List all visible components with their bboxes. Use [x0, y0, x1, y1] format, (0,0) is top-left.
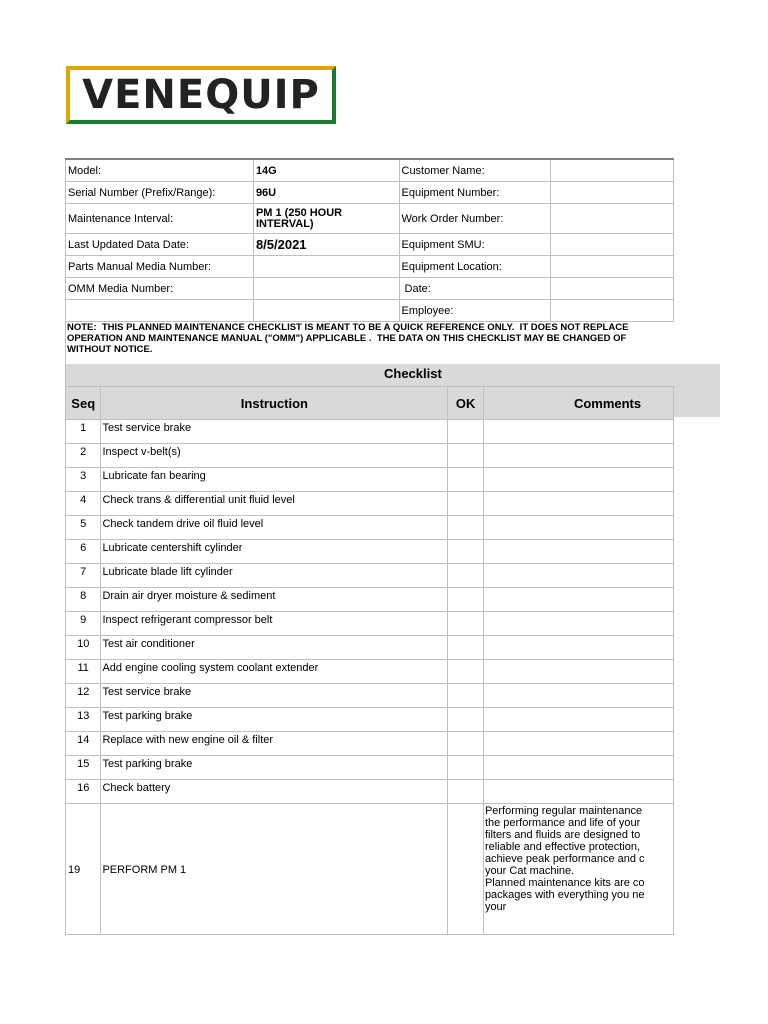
instruction-cell: Test air conditioner — [101, 636, 448, 660]
instruction-cell: PERFORM PM 1 — [101, 804, 448, 935]
ok-cell[interactable] — [448, 540, 484, 564]
employee-label: Employee: — [399, 300, 551, 322]
ok-cell[interactable] — [448, 420, 484, 444]
ok-cell[interactable] — [448, 468, 484, 492]
omm-media-value[interactable] — [253, 278, 399, 300]
checklist-title: Checklist — [384, 366, 442, 381]
work-order-value[interactable] — [551, 204, 674, 234]
seq-cell: 12 — [66, 684, 101, 708]
checklist-table — [65, 386, 674, 935]
comment-cell[interactable] — [483, 564, 673, 588]
logo-text: VENEQUIP — [82, 72, 320, 118]
table-row — [66, 756, 674, 780]
equipment-number-value[interactable] — [551, 182, 674, 204]
date-label: Date: — [399, 278, 551, 300]
instruction-cell: Inspect refrigerant compressor belt — [101, 612, 448, 636]
comment-cell[interactable] — [483, 660, 673, 684]
seq-cell: 2 — [66, 444, 101, 468]
employee-value[interactable] — [551, 300, 674, 322]
instruction-cell: Lubricate fan bearing — [101, 468, 448, 492]
instruction-cell: Test parking brake — [101, 756, 448, 780]
maintenance-interval-value[interactable]: PM 1 (250 HOUR INTERVAL) — [253, 204, 399, 234]
serial-number-value[interactable]: 96U — [253, 182, 399, 204]
table-row — [66, 420, 674, 444]
equipment-info-table — [65, 158, 674, 322]
instruction-cell: Add engine cooling system coolant extender — [101, 660, 448, 684]
ok-cell[interactable] — [448, 660, 484, 684]
ok-header: OK — [448, 387, 484, 420]
ok-cell[interactable] — [448, 756, 484, 780]
ok-cell[interactable] — [448, 732, 484, 756]
ok-cell[interactable] — [448, 588, 484, 612]
comment-cell[interactable] — [483, 516, 673, 540]
instruction-cell: Inspect v-belt(s) — [101, 444, 448, 468]
seq-cell: 5 — [66, 516, 101, 540]
instruction-cell: Check trans & differential unit fluid level — [101, 492, 448, 516]
equipment-smu-value[interactable] — [551, 234, 674, 256]
work-order-label: Work Order Number: — [399, 204, 551, 234]
ok-cell[interactable] — [448, 636, 484, 660]
seq-cell: 11 — [66, 660, 101, 684]
table-row — [66, 780, 674, 804]
table-row — [66, 468, 674, 492]
ok-cell[interactable] — [448, 492, 484, 516]
comment-cell[interactable] — [483, 444, 673, 468]
comment-cell[interactable] — [483, 540, 673, 564]
date-value[interactable] — [551, 278, 674, 300]
comment-cell[interactable] — [483, 612, 673, 636]
last-updated-value[interactable]: 8/5/2021 — [253, 234, 399, 256]
last-updated-label: Last Updated Data Date: — [66, 234, 254, 256]
instruction-cell: Lubricate blade lift cylinder — [101, 564, 448, 588]
seq-cell: 16 — [66, 780, 101, 804]
table-row — [66, 492, 674, 516]
ok-cell[interactable] — [448, 444, 484, 468]
table-row-perform-pm1 — [66, 804, 674, 935]
parts-manual-label: Parts Manual Media Number: — [66, 256, 254, 278]
disclaimer-note: NOTE: THIS PLANNED MAINTENANCE CHECKLIST IS MEANT TO BE A QUICK REFERENCE ONLY. IT DOES NOT REPLACE OPERATION AND MAINTENANCE MANUAL ("OMM") APPLICABLE . THE DATA ON THIS CHECKLIST MAY BE CHANGED OF WITHOUT NOTICE. — [65, 320, 674, 364]
table-row — [66, 708, 674, 732]
table-row — [66, 540, 674, 564]
table-row — [66, 516, 674, 540]
table-row — [66, 660, 674, 684]
instruction-header: Instruction — [101, 387, 448, 420]
table-row — [66, 564, 674, 588]
comment-cell[interactable] — [483, 588, 673, 612]
table-row — [66, 732, 674, 756]
table-row — [66, 444, 674, 468]
equipment-smu-label: Equipment SMU: — [399, 234, 551, 256]
instruction-cell: Test parking brake — [101, 708, 448, 732]
comment-cell[interactable] — [483, 420, 673, 444]
seq-cell: 7 — [66, 564, 101, 588]
model-label: Model: — [66, 159, 254, 182]
comment-cell[interactable] — [483, 708, 673, 732]
seq-cell: 13 — [66, 708, 101, 732]
comment-cell[interactable] — [483, 468, 673, 492]
ok-cell[interactable] — [448, 684, 484, 708]
ok-cell[interactable] — [448, 708, 484, 732]
table-row — [66, 684, 674, 708]
customer-name-label: Customer Name: — [399, 159, 551, 182]
seq-header: Seq — [66, 387, 101, 420]
seq-cell: 9 — [66, 612, 101, 636]
model-value[interactable]: 14G — [253, 159, 399, 182]
maintenance-interval-label: Maintenance Interval: — [66, 204, 254, 234]
instruction-cell: Lubricate centershift cylinder — [101, 540, 448, 564]
table-row — [66, 588, 674, 612]
seq-cell: 10 — [66, 636, 101, 660]
ok-cell[interactable] — [448, 612, 484, 636]
seq-cell: 3 — [66, 468, 101, 492]
comment-cell[interactable] — [483, 684, 673, 708]
seq-cell: 19 — [66, 804, 101, 935]
table-row — [66, 612, 674, 636]
ok-cell[interactable] — [448, 564, 484, 588]
seq-cell: 14 — [66, 732, 101, 756]
customer-name-value[interactable] — [551, 159, 674, 182]
comment-cell[interactable] — [483, 636, 673, 660]
comment-cell[interactable] — [483, 492, 673, 516]
seq-cell: 6 — [66, 540, 101, 564]
seq-cell: 1 — [66, 420, 101, 444]
serial-number-label: Serial Number (Prefix/Range): — [66, 182, 254, 204]
equipment-number-label: Equipment Number: — [399, 182, 551, 204]
instruction-cell: Test service brake — [101, 684, 448, 708]
instruction-cell: Replace with new engine oil & filter — [101, 732, 448, 756]
table-row — [66, 636, 674, 660]
comment-cell[interactable]: Performing regular maintenance the performance and life of your filters and fluids are designed to reliable and effective protection, achieve peak performance and c your Cat machine. Planned maintenance kits are co packages with everything you ne your — [483, 804, 673, 935]
omm-media-label: OMM Media Number: — [66, 278, 254, 300]
instruction-cell: Check battery — [101, 780, 448, 804]
checklist-title-bar — [65, 364, 674, 386]
header-overflow-shading — [674, 364, 720, 417]
equipment-location-value[interactable] — [551, 256, 674, 278]
ok-cell[interactable] — [448, 780, 484, 804]
comment-cell[interactable] — [483, 732, 673, 756]
blank-value[interactable] — [253, 300, 399, 322]
seq-cell: 4 — [66, 492, 101, 516]
seq-cell: 15 — [66, 756, 101, 780]
parts-manual-value[interactable] — [253, 256, 399, 278]
comments-header: Comments — [483, 387, 673, 420]
instruction-cell: Test service brake — [101, 420, 448, 444]
comment-cell[interactable] — [483, 756, 673, 780]
blank-label — [66, 300, 254, 322]
instruction-cell: Drain air dryer moisture & sediment — [101, 588, 448, 612]
comment-cell[interactable] — [483, 780, 673, 804]
seq-cell: 8 — [66, 588, 101, 612]
ok-cell[interactable] — [448, 804, 484, 935]
instruction-cell: Check tandem drive oil fluid level — [101, 516, 448, 540]
ok-cell[interactable] — [448, 516, 484, 540]
equipment-location-label: Equipment Location: — [399, 256, 551, 278]
